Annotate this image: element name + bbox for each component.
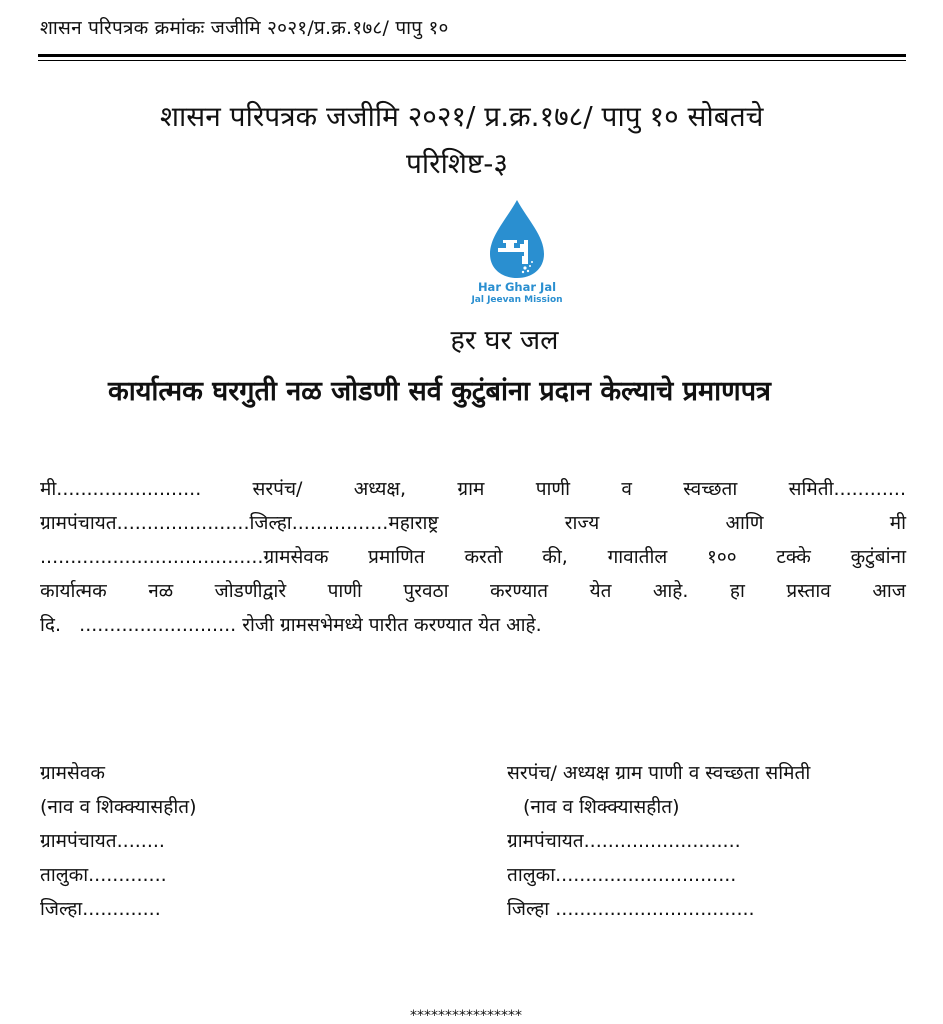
body-word: पाणी <box>327 580 362 602</box>
body-word: गावातील <box>607 546 668 568</box>
body-word: ग्राम <box>457 478 485 500</box>
body-word: की, <box>542 546 568 568</box>
body-word: पाणी <box>535 478 571 500</box>
certificate-title: कार्यात्मक घरगुती नळ जोडणी सर्व कुटुंबांना प्रदान केल्याचे प्रमाणपत्र <box>108 376 771 407</box>
body-word: व <box>621 478 632 500</box>
body-word: टक्के <box>776 546 811 568</box>
signature-note: (नाव व शिक्क्यासहीत) <box>40 796 197 818</box>
taluka-field: तालुका.............................. <box>507 864 737 886</box>
end-of-document-stars: **************** <box>410 1008 522 1024</box>
body-word: करतो <box>464 546 503 568</box>
body-word: अध्यक्ष, <box>353 478 407 500</box>
body-word: करण्यात <box>489 580 549 602</box>
body-word: आहे. <box>652 580 689 602</box>
body-word: स्वच्छता <box>683 478 738 500</box>
body-word: समिती............ <box>788 478 906 500</box>
body-word: हा <box>729 580 745 602</box>
gram-panchayat-field: ग्रामपंचायत.......................... <box>507 830 741 852</box>
body-line-5 <box>40 608 906 642</box>
body-word: प्रमाणित <box>368 546 425 568</box>
district-field: जिल्हा............. <box>40 898 161 920</box>
certificate-body <box>40 472 906 642</box>
annexure-number: परिशिष्ट-३ <box>406 147 508 180</box>
body-word: प्रस्ताव <box>786 580 831 602</box>
body-word: कुटुंबांना <box>850 546 906 568</box>
body-line-2 <box>40 506 906 540</box>
har-ghar-jal-heading: हर घर जल <box>450 325 559 356</box>
logo-mission-name: Jal Jeevan Mission <box>471 295 563 305</box>
body-word: जोडणीद्वारे <box>214 580 287 602</box>
taluka-field: तालुका............. <box>40 864 167 886</box>
body-word: मी........................ <box>40 478 202 500</box>
body-word: नळ <box>148 580 174 602</box>
body-line-text: दि. .......................... रोजी ग्रामसभेमध्ये पारीत करण्यात येत आहे. <box>40 614 542 636</box>
body-word: .....................................ग्रामसेवक <box>40 546 329 568</box>
signatory-role: सरपंच/ अध्यक्ष ग्राम पाणी व स्वच्छता समिती <box>507 762 811 784</box>
sarpanch-signature-block <box>507 756 810 926</box>
body-line-4 <box>40 574 906 608</box>
body-word: ग्रामपंचायत......................जिल्हा................महाराष्ट्र <box>40 512 439 534</box>
district-field: जिल्हा ................................. <box>507 898 755 920</box>
body-word: आज <box>872 580 906 602</box>
circular-reference-header: शासन परिपत्रक क्रमांकः जजीमि २०२१/प्र.क्र.१७८/ पापु १० <box>40 17 449 39</box>
body-word: मी <box>889 512 906 534</box>
body-line-3 <box>40 540 906 574</box>
body-word: सरपंच/ <box>252 478 303 500</box>
body-word: राज्य <box>564 512 600 534</box>
signatory-role: ग्रामसेवक <box>40 762 105 784</box>
body-word: पुरवठा <box>403 580 449 602</box>
body-word: आणि <box>725 512 764 534</box>
annexure-reference: शासन परिपत्रक जजीमि २०२१/ प्र.क्र.१७८/ पापु १० सोबतचे <box>160 100 764 133</box>
logo-brand-name: Har Ghar Jal <box>477 280 557 294</box>
header-rule-thick <box>38 54 906 57</box>
body-line-1 <box>40 472 906 506</box>
header-rule-thin <box>38 60 906 61</box>
body-word: कार्यात्मक <box>40 580 107 602</box>
gram-panchayat-field: ग्रामपंचायत........ <box>40 830 165 852</box>
gramsevak-signature-block <box>40 756 197 926</box>
body-word: येत <box>589 580 612 602</box>
body-word: १०० <box>707 546 737 568</box>
signature-note: (नाव व शिक्क्यासहीत) <box>523 796 680 818</box>
